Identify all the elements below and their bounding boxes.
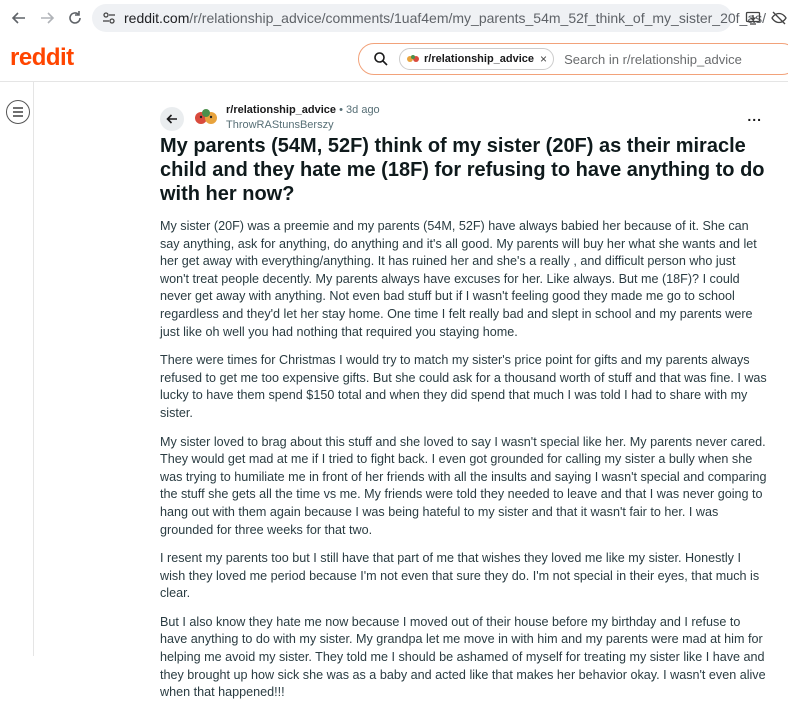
search-box[interactable] — [358, 43, 788, 75]
url-path: /r/relationship_advice/comments/1uaf4em/my_parents_54m_52f_think_of_my_sister_20f_as/ — [189, 10, 767, 26]
url-text — [124, 10, 766, 26]
subreddit-search-chip[interactable] — [399, 48, 554, 70]
url-host: reddit.com — [124, 10, 190, 26]
search-input[interactable] — [564, 52, 754, 67]
search-icon — [373, 51, 389, 67]
site-settings-icon[interactable] — [102, 11, 116, 25]
subreddit-avatar-icon — [406, 52, 420, 66]
post-paragraph: I resent my parents too but I still have that part of me that wishes they loved me like my sister. Honestly I wish they loved me period because I'm not even that sure they do. I'm not special in their eyes, that much is clear. — [160, 551, 760, 601]
subreddit-avatar-icon[interactable] — [192, 104, 220, 132]
install-app-icon[interactable] — [740, 5, 766, 31]
forward-icon[interactable] — [34, 5, 60, 31]
site-header — [0, 36, 788, 82]
arrow-left-icon — [166, 113, 178, 125]
reload-icon[interactable] — [62, 5, 88, 31]
more-options-icon[interactable]: ... — [747, 108, 762, 124]
menu-icon[interactable] — [6, 100, 30, 124]
post-title: My parents (54M, 52F) think of my sister (20F) as their miracle child and they hate me (18F) for refusing to have anything to do with her now? — [160, 135, 765, 205]
post-paragraph: My sister (20F) was a preemie and my parents (54M, 52F) have always babied her because of it. She can say anything, ask for anything, do anything and it's all good. My parents will buy her what she wants and let her get away with everything/anything. It has ruined her and she's a really , and difficult person who just won't treat people decently. My parents always have excuses for her. Like always. But me (18F)? I could never get away with anything. Not even bad stuff but if I wasn't feeling good they made me go to school regardless and they'd let her stay home. One time I felt really bad and slept in school and my parents were just like oh well you had nothing that required you staying home. — [160, 219, 757, 339]
post-paragraph: My sister loved to brag about this stuff and she loved to say I wasn't special like her. My parents never cared. They would get mad at me if I tried to fight back. I even got grounded for calling my sister a bully when she was trying to humiliate me in front of her friends with all the insults and saying I wasn't special and comparing the stuff she gets all the time vs me. My friends were told they needed to leave and that I was never going to hang out with them again because I was being hateful to my sister and that it wasn't fair to her. I was grounded for three weeks for that two. — [160, 434, 767, 537]
post-meta — [160, 102, 770, 136]
post-body — [160, 218, 768, 713]
post-age: 3d ago — [346, 104, 380, 116]
post-author[interactable]: ThrowRAStunsBerszy — [226, 119, 334, 131]
subreddit-link[interactable] — [226, 104, 380, 116]
reddit-logo[interactable]: reddit — [10, 44, 74, 71]
left-sidebar-rail — [0, 82, 34, 656]
address-bar[interactable] — [92, 4, 767, 32]
back-button[interactable] — [160, 107, 184, 131]
chip-label: r/relationship_advice — [424, 53, 535, 65]
back-icon[interactable] — [6, 5, 32, 31]
browser-toolbar — [0, 0, 788, 36]
eye-off-icon[interactable] — [766, 5, 788, 31]
subreddit-name[interactable]: r/relationship_advice — [226, 104, 337, 116]
post-page — [34, 82, 788, 700]
post-paragraph: But I also know they hate me now because I moved out of their house before my birthday and I refuse to have anything to do with my sister. My grandpa let me move in with him and my parents were mad at him for helping me avoid my sister. They told me I should be ashamed of myself for treating my sister like I have and they brought up how sick she was as a baby and acted like that makes her behavior okay. I wasn't even alive when that happened!!! — [160, 614, 766, 700]
post-paragraph: There were times for Christmas I would try to match my sister's price point for gifts and my parents always refused to get me too expensive gifts. But she could ask for a thousand worth of stuff and that was fine. I was lucky to have them spend $150 total and when they did spend that much I was told I had to share with my sister. — [160, 353, 767, 420]
close-icon[interactable]: × — [540, 52, 548, 66]
meta-separator: • — [339, 104, 343, 116]
